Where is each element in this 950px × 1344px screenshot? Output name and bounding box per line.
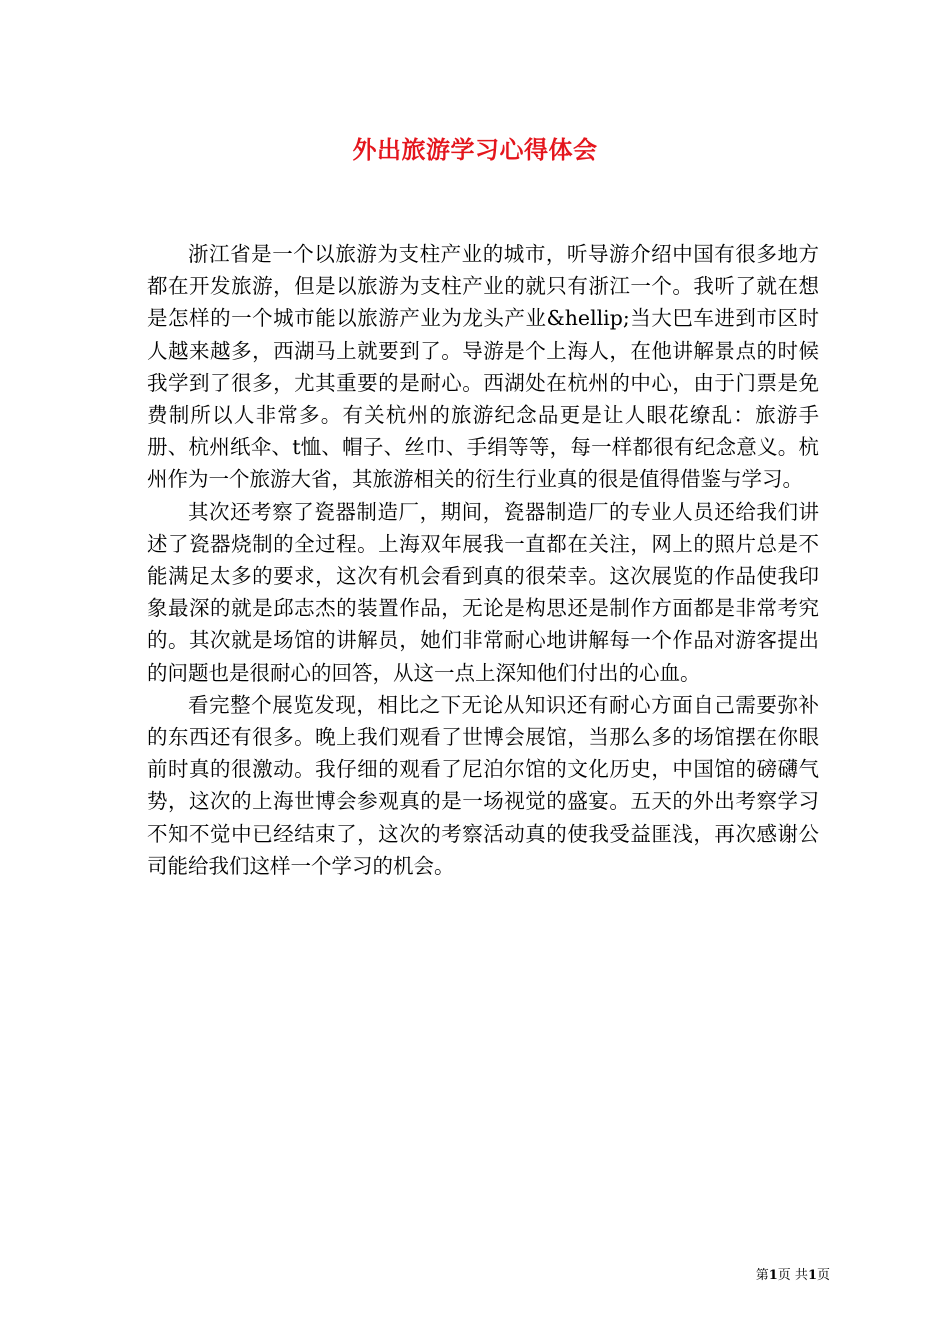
page-footer	[690, 1267, 830, 1285]
footer-suffix: 页	[816, 1268, 830, 1283]
document-body	[147, 238, 819, 882]
footer-page-total: 1	[807, 1268, 817, 1283]
paragraph-1: 浙江省是一个以旅游为支柱产业的城市，听导游介绍中国有很多地方都在开发旅游，但是以旅游为支柱产业的就只有浙江一个。我听了就在想是怎样的一个城市能以旅游产业为龙头产业&hellip;当大巴车进到市区时人越来越多，西湖马上就要到了。导游是个上海人，在他讲解景点的时候我学到了很多，尤其重要的是耐心。西湖处在杭州的中心，由于门票是免费制所以人非常多。有关杭州的旅游纪念品更是让人眼花缭乱：旅游手册、杭州纸伞、t恤、帽子、丝巾、手绢等等，每一样都很有纪念意义。杭州作为一个旅游大省，其旅游相关的衍生行业真的很是值得借鉴与学习。	[147, 242, 819, 492]
footer-prefix: 第	[755, 1268, 769, 1283]
paragraph-3: 看完整个展览发现，相比之下无论从知识还有耐心方面自己需要弥补的东西还有很多。晚上我们观看了世博会展馆，当那么多的场馆摆在你眼前时真的很激动。我仔细的观看了尼泊尔馆的文化历史，中国馆的磅礴气势，这次的上海世博会参观真的是一场视觉的盛宴。五天的外出考察学习不知不觉中已经结束了，这次的考察活动真的使我受益匪浅，再次感谢公司能给我们这样一个学习的机会。	[147, 692, 819, 878]
footer-middle: 页 共	[777, 1268, 808, 1283]
footer-page-current: 1	[768, 1268, 778, 1283]
paragraph-2: 其次还考察了瓷器制造厂，期间，瓷器制造厂的专业人员还给我们讲述了瓷器烧制的全过程。上海双年展我一直都在关注，网上的照片总是不能满足太多的要求，这次有机会看到真的很荣幸。这次展览的作品使我印象最深的就是邱志杰的装置作品，无论是构思还是制作方面都是非常考究的。其次就是场馆的讲解员，她们非常耐心地讲解每一个作品对游客提出的问题也是很耐心的回答，从这一点上深知他们付出的心血。	[147, 499, 819, 685]
document-title: 外出旅游学习心得体会	[352, 135, 598, 164]
